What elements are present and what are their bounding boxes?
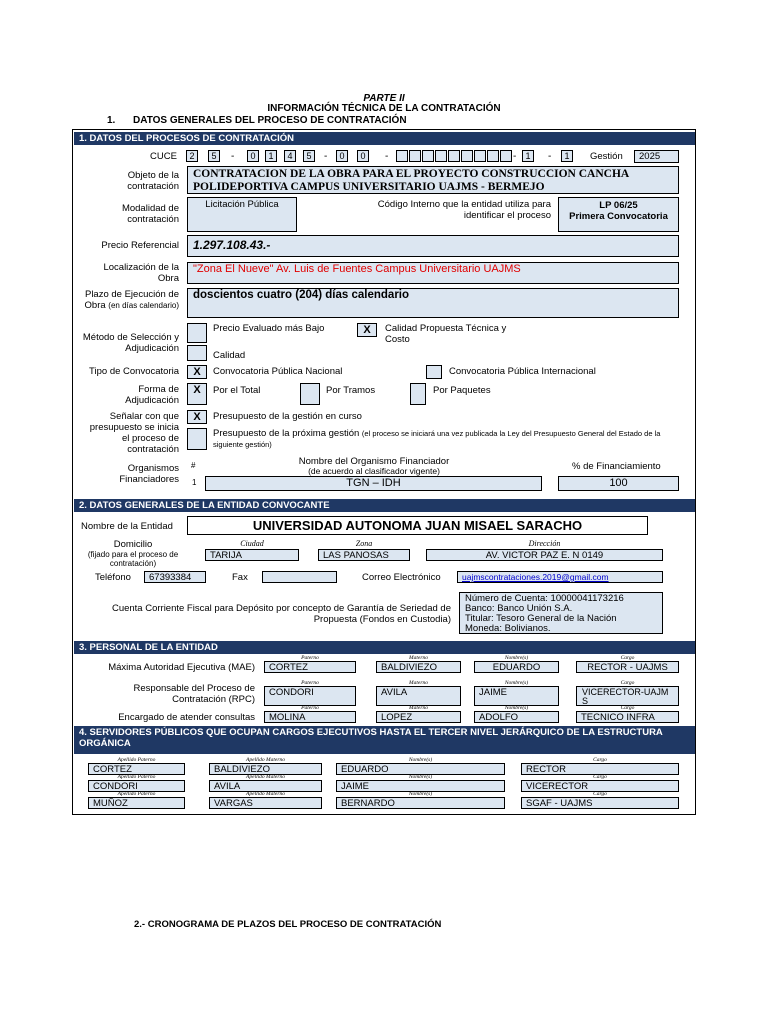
organismo-col-pct: % de Financiamiento xyxy=(572,461,661,472)
precio-field[interactable]: 1.297.108.43.- xyxy=(187,235,679,257)
forma-checkbox-3[interactable] xyxy=(410,383,426,405)
telefono-label: Teléfono xyxy=(95,572,131,583)
caption-cargo: Cargo xyxy=(593,791,607,797)
tipo-checkbox-2[interactable] xyxy=(426,365,442,379)
forma-option-1: Por el Total xyxy=(213,385,261,396)
ciudad-caption: Ciudad xyxy=(240,539,264,548)
metodo-option-3: Calidad xyxy=(213,350,246,361)
direccion-field[interactable]: AV. VICTOR PAZ E. N 0149 xyxy=(426,549,663,561)
zona-caption: Zona xyxy=(355,539,373,548)
forma-option-2: Por Tramos xyxy=(326,385,376,396)
caption-materno: Materno xyxy=(409,680,428,686)
cuce-cell[interactable]: 2 xyxy=(186,150,198,162)
section-1-header: 1. DATOS DEL PROCESOS DE CONTRATACIÓN xyxy=(74,132,695,145)
nombres-field[interactable]: JAIME xyxy=(474,686,559,706)
cuce-cell[interactable] xyxy=(409,150,421,162)
servidor-nombres-field[interactable]: EDUARDO xyxy=(336,763,505,775)
forma-label: Forma de Adjudicación xyxy=(125,384,179,406)
plazo-label-main: Plazo de Ejecución de Obra xyxy=(84,289,179,311)
cuce-cell[interactable]: 0 xyxy=(336,150,348,162)
caption-cargo: Cargo xyxy=(620,655,635,661)
localizacion-field[interactable]: "Zona El Nueve" Av. Luis de Fuentes Campus Universitario UAJMS xyxy=(187,262,679,284)
presupuesto-option-2-text: Presupuesto de la próxima gestión xyxy=(213,428,360,439)
cuce-cell[interactable]: 1 xyxy=(265,150,277,162)
presupuesto-option-1: Presupuesto de la gestión en curso xyxy=(213,411,362,422)
plazo-label-sub: (en días calendario) xyxy=(108,301,179,310)
servidor-cargo-field[interactable]: VICERECTOR xyxy=(521,780,679,792)
servidor-paterno-field[interactable]: MUÑOZ xyxy=(88,797,185,809)
subtitle: DATOS GENERALES DEL PROCESO DE CONTRATACIÓN xyxy=(133,115,407,126)
tipo-label: Tipo de Convocatoria xyxy=(89,366,179,377)
cargo-field[interactable]: TECNICO INFRA xyxy=(576,711,679,723)
cuce-label: CUCE xyxy=(150,151,177,162)
caption-apellido-materno: Apellido Materno xyxy=(246,774,285,780)
caption-paterno: Paterno xyxy=(301,705,319,711)
cuce-cell[interactable] xyxy=(500,150,512,162)
organismo-name-field[interactable]: TGN – IDH xyxy=(205,476,542,491)
page-title: INFORMACIÓN TÉCNICA DE LA CONTRATACIÓN xyxy=(267,103,501,114)
objeto-field[interactable] xyxy=(187,166,679,194)
paterno-field[interactable]: CONDORI xyxy=(264,686,356,706)
tipo-option-1: Convocatoria Pública Nacional xyxy=(213,366,343,377)
organismo-col-name-sub: (de acuerdo al clasificador vigente) xyxy=(308,466,440,476)
caption-apellido-materno: Apellido Materno xyxy=(246,757,285,763)
cuce-cell[interactable]: 4 xyxy=(284,150,296,162)
cuenta-line: Moneda: Bolivianos. xyxy=(465,623,551,634)
caption-apellido-materno: Apellido Materno xyxy=(246,791,285,797)
servidor-materno-field[interactable]: AVILA xyxy=(209,780,322,792)
cuce-cell[interactable] xyxy=(422,150,434,162)
personal-label: Responsable del Proceso de Contratación (RPC) xyxy=(133,683,255,705)
servidor-paterno-field[interactable]: CORTEZ xyxy=(88,763,185,775)
gestion-field[interactable]: 2025 xyxy=(634,150,679,163)
personal-label: Encargado de atender consultas xyxy=(118,712,255,723)
caption-paterno: Paterno xyxy=(301,655,319,661)
paterno-field[interactable]: MOLINA xyxy=(264,711,356,723)
cuce-cell[interactable] xyxy=(474,150,486,162)
cuce-cell[interactable] xyxy=(461,150,473,162)
cuenta-field[interactable] xyxy=(459,592,663,634)
cuce-cell[interactable] xyxy=(435,150,447,162)
fax-field[interactable] xyxy=(262,571,337,583)
plazo-label xyxy=(82,289,179,311)
cuce-cell[interactable] xyxy=(487,150,499,162)
codigo-field[interactable] xyxy=(558,197,679,232)
cuce-cell[interactable]: 5 xyxy=(303,150,315,162)
correo-label: Correo Electrónico xyxy=(362,572,441,583)
objeto-label: Objeto de la contratación xyxy=(127,170,179,192)
cronograma-title: 2.- CRONOGRAMA DE PLAZOS DEL PROCESO DE CONTRATACIÓN xyxy=(134,919,442,930)
section-2-header: 2. DATOS GENERALES DE LA ENTIDAD CONVOCANTE xyxy=(74,499,695,512)
codigo-line-2: Primera Convocatoria xyxy=(569,211,668,222)
cuenta-label: Cuenta Corriente Fiscal para Depósito por concepto de Garantía de Seriedad de Propuesta (Fondos en Custodia) xyxy=(111,603,451,625)
cargo-field[interactable]: RECTOR - UAJMS xyxy=(576,661,679,673)
modalidad-field[interactable]: Licitación Pública xyxy=(187,197,297,232)
metodo-checkbox-2[interactable]: X xyxy=(357,323,377,337)
caption-nombres: Nombre(s) xyxy=(504,705,529,711)
tipo-option-2: Convocatoria Pública Internacional xyxy=(449,366,596,377)
caption-cargo: Cargo xyxy=(593,774,607,780)
presupuesto-label: Señalar con que presupuesto se inicia el proceso de contratación xyxy=(89,411,179,455)
precio-label: Precio Referencial xyxy=(101,240,179,251)
parte-label: PARTE II xyxy=(363,93,405,104)
nombres-field[interactable]: EDUARDO xyxy=(474,661,559,673)
correo-field[interactable]: uajmscontrataciones.2019@gmail.com xyxy=(457,571,663,583)
caption-apellido-paterno: Apellido Paterno xyxy=(117,791,156,797)
telefono-field[interactable]: 67393384 xyxy=(144,571,206,583)
organismo-pct-field[interactable]: 100 xyxy=(558,476,679,491)
servidor-nombres-field[interactable]: BERNARDO xyxy=(336,797,505,809)
organismo-col-name xyxy=(240,456,508,476)
cuce-cell[interactable] xyxy=(448,150,460,162)
entidad-label: Nombre de la Entidad xyxy=(81,521,173,532)
plazo-field[interactable]: doscientos cuatro (204) días calendario xyxy=(187,288,679,318)
cuce-cell[interactable]: 0 xyxy=(247,150,259,162)
subtitle-number: 1. xyxy=(107,115,116,126)
domicilio-label-sub: (fijado para el proceso de contratación) xyxy=(87,550,179,568)
cuce-cell[interactable] xyxy=(396,150,408,162)
caption-materno: Materno xyxy=(409,705,428,711)
servidor-materno-field[interactable]: VARGAS xyxy=(209,797,322,809)
caption-apellido-paterno: Apellido Paterno xyxy=(117,757,156,763)
cuce-cell[interactable]: 0 xyxy=(357,150,369,162)
servidor-paterno-field[interactable]: CONDORI xyxy=(88,780,185,792)
section-4-header: 4. SERVIDORES PÚBLICOS QUE OCUPAN CARGOS EJECUTIVOS HASTA EL TERCER NIVEL JERÁRQUICO DE LA ESTRUCTURA ORGÁNICA xyxy=(74,726,695,754)
presupuesto-checkbox-2[interactable] xyxy=(187,428,207,450)
materno-field[interactable]: BALDIVIEZO xyxy=(376,661,461,673)
cuce-dash: - xyxy=(385,151,389,162)
cuenta-line: Banco: Banco Unión S.A. xyxy=(465,603,573,614)
organismo-hash: # xyxy=(191,461,196,470)
servidor-cargo-field[interactable]: RECTOR xyxy=(521,763,679,775)
cuce-cell[interactable]: 5 xyxy=(208,150,220,162)
forma-checkbox-1[interactable]: X xyxy=(187,383,207,405)
servidor-cargo-field[interactable]: SGAF - UAJMS xyxy=(521,797,679,809)
gestion-label: Gestión xyxy=(590,151,623,162)
organismo-row-number: 1 xyxy=(192,478,197,487)
domicilio-label xyxy=(82,539,184,568)
materno-field[interactable]: AVILA xyxy=(376,686,461,706)
objeto-text: CONTRATACION DE LA OBRA PARA EL PROYECTO CONSTRUCCION CANCHA POLIDEPORTIVA CAMPUS UNIVERSITARIO UAJMS - BERMEJO xyxy=(193,168,629,193)
cuenta-line: Titular: Tesoro General de la Nación xyxy=(465,613,617,624)
organismo-col-name-main: Nombre del Organismo Financiador xyxy=(298,456,450,467)
fax-label: Fax xyxy=(232,572,248,583)
metodo-option-1: Precio Evaluado más Bajo xyxy=(213,323,325,334)
caption-cargo: Cargo xyxy=(620,680,635,686)
caption-cargo: Cargo xyxy=(620,705,635,711)
metodo-option-2: Calidad Propuesta Técnica y Costo xyxy=(385,323,507,345)
caption-apellido-paterno: Apellido Paterno xyxy=(117,774,156,780)
caption-nombres: Nombre(s) xyxy=(408,791,433,797)
personal-label: Máxima Autoridad Ejecutiva (MAE) xyxy=(108,662,255,673)
presupuesto-checkbox-1[interactable]: X xyxy=(187,410,207,424)
cuce-dash: - xyxy=(548,151,552,162)
caption-materno: Materno xyxy=(409,655,428,661)
organismos-label: Organismos Financiadores xyxy=(119,463,179,485)
domicilio-label-main: Domicilio xyxy=(113,539,153,550)
codigo-line-1: LP 06/25 xyxy=(599,200,638,211)
forma-option-3: Por Paquetes xyxy=(433,385,491,396)
paterno-field[interactable]: CORTEZ xyxy=(264,661,356,673)
caption-nombres: Nombre(s) xyxy=(408,774,433,780)
zona-field[interactable]: LAS PANOSAS xyxy=(318,549,410,561)
cuce-cell[interactable]: 1 xyxy=(561,150,573,162)
caption-paterno: Paterno xyxy=(301,680,319,686)
caption-nombres: Nombre(s) xyxy=(408,757,433,763)
metodo-label: Método de Selección y Adjudicación xyxy=(82,332,179,354)
presupuesto-option-2-note: (el proceso se iniciará una vez publicada la Ley del Presupuesto General del Estado de la siguiente gestión) xyxy=(213,429,661,449)
cargo-field[interactable]: VICERECTOR-UAJMS xyxy=(576,686,679,706)
localizacion-label: Localización de la Obra xyxy=(103,262,179,284)
cuce-dash: - xyxy=(324,151,328,162)
codigo-label: Código Interno que la entidad utiliza para identificar el proceso xyxy=(377,199,551,221)
cuce-cell[interactable]: 1 xyxy=(522,150,534,162)
direccion-caption: Dirección xyxy=(528,539,561,548)
caption-cargo: Cargo xyxy=(593,757,607,763)
modalidad-label: Modalidad de contratación xyxy=(121,203,179,225)
presupuesto-option-2 xyxy=(213,428,683,450)
tipo-checkbox-1[interactable]: X xyxy=(187,365,207,379)
section-3-header: 3. PERSONAL DE LA ENTIDAD xyxy=(74,641,695,654)
ciudad-field[interactable]: TARIJA xyxy=(205,549,299,561)
caption-nombres: Nombre(s) xyxy=(504,655,529,661)
metodo-checkbox-3[interactable] xyxy=(187,345,207,361)
metodo-checkbox-1[interactable] xyxy=(187,323,207,343)
cuce-dash: - xyxy=(231,151,235,162)
servidor-nombres-field[interactable]: JAIME xyxy=(336,780,505,792)
cuenta-line: Número de Cuenta: 10000041173216 xyxy=(465,593,624,604)
caption-nombres: Nombre(s) xyxy=(504,680,529,686)
entidad-field[interactable]: UNIVERSIDAD AUTONOMA JUAN MISAEL SARACHO xyxy=(187,516,648,535)
cuce-dash: - xyxy=(513,151,517,162)
materno-field[interactable]: LOPEZ xyxy=(376,711,461,723)
servidor-materno-field[interactable]: BALDIVIEZO xyxy=(209,763,322,775)
nombres-field[interactable]: ADOLFO xyxy=(474,711,559,723)
forma-checkbox-2[interactable] xyxy=(300,383,320,405)
